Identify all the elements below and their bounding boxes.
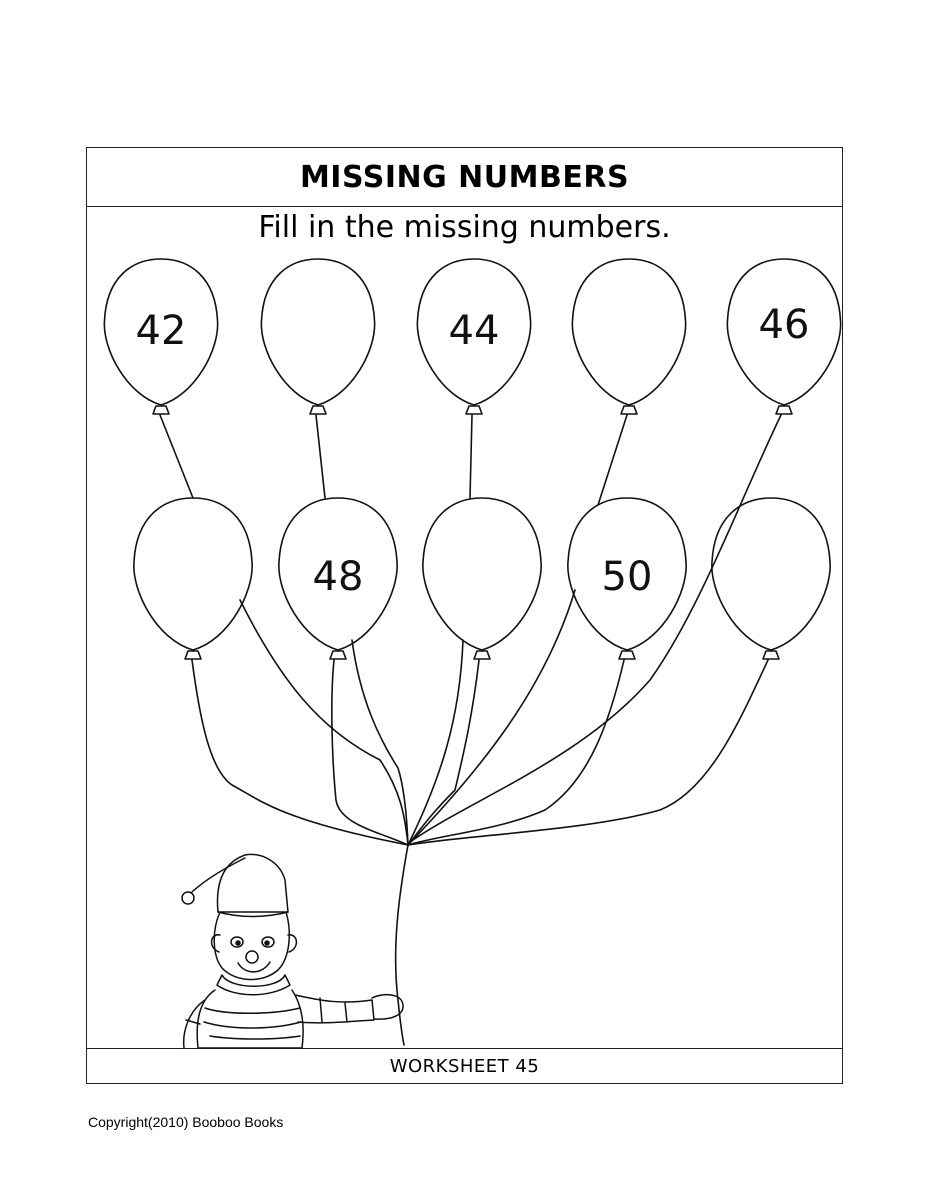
balloon-number-top-1: 42 [135,308,187,354]
instruction-text: Fill in the missing numbers. [258,210,671,245]
balloon-top-2 [261,259,374,414]
balloon-bottom-3 [423,498,541,659]
balloon-bottom-1 [134,498,252,659]
elf-holding-balloons-icon [182,854,403,1048]
copyright-text: Copyright(2010) Booboo Books [88,1114,284,1130]
balloon-top-4 [572,259,685,414]
worksheet-title: MISSING NUMBERS [299,159,630,195]
balloon-number-bottom-2: 48 [312,554,364,600]
worksheet-number: WORKSHEET 45 [389,1055,540,1077]
balloon-bottom-5 [712,498,830,659]
balloon-number-bottom-4: 50 [601,554,653,600]
balloon-number-top-3: 44 [448,308,500,354]
balloon-number-top-5: 46 [758,302,810,348]
